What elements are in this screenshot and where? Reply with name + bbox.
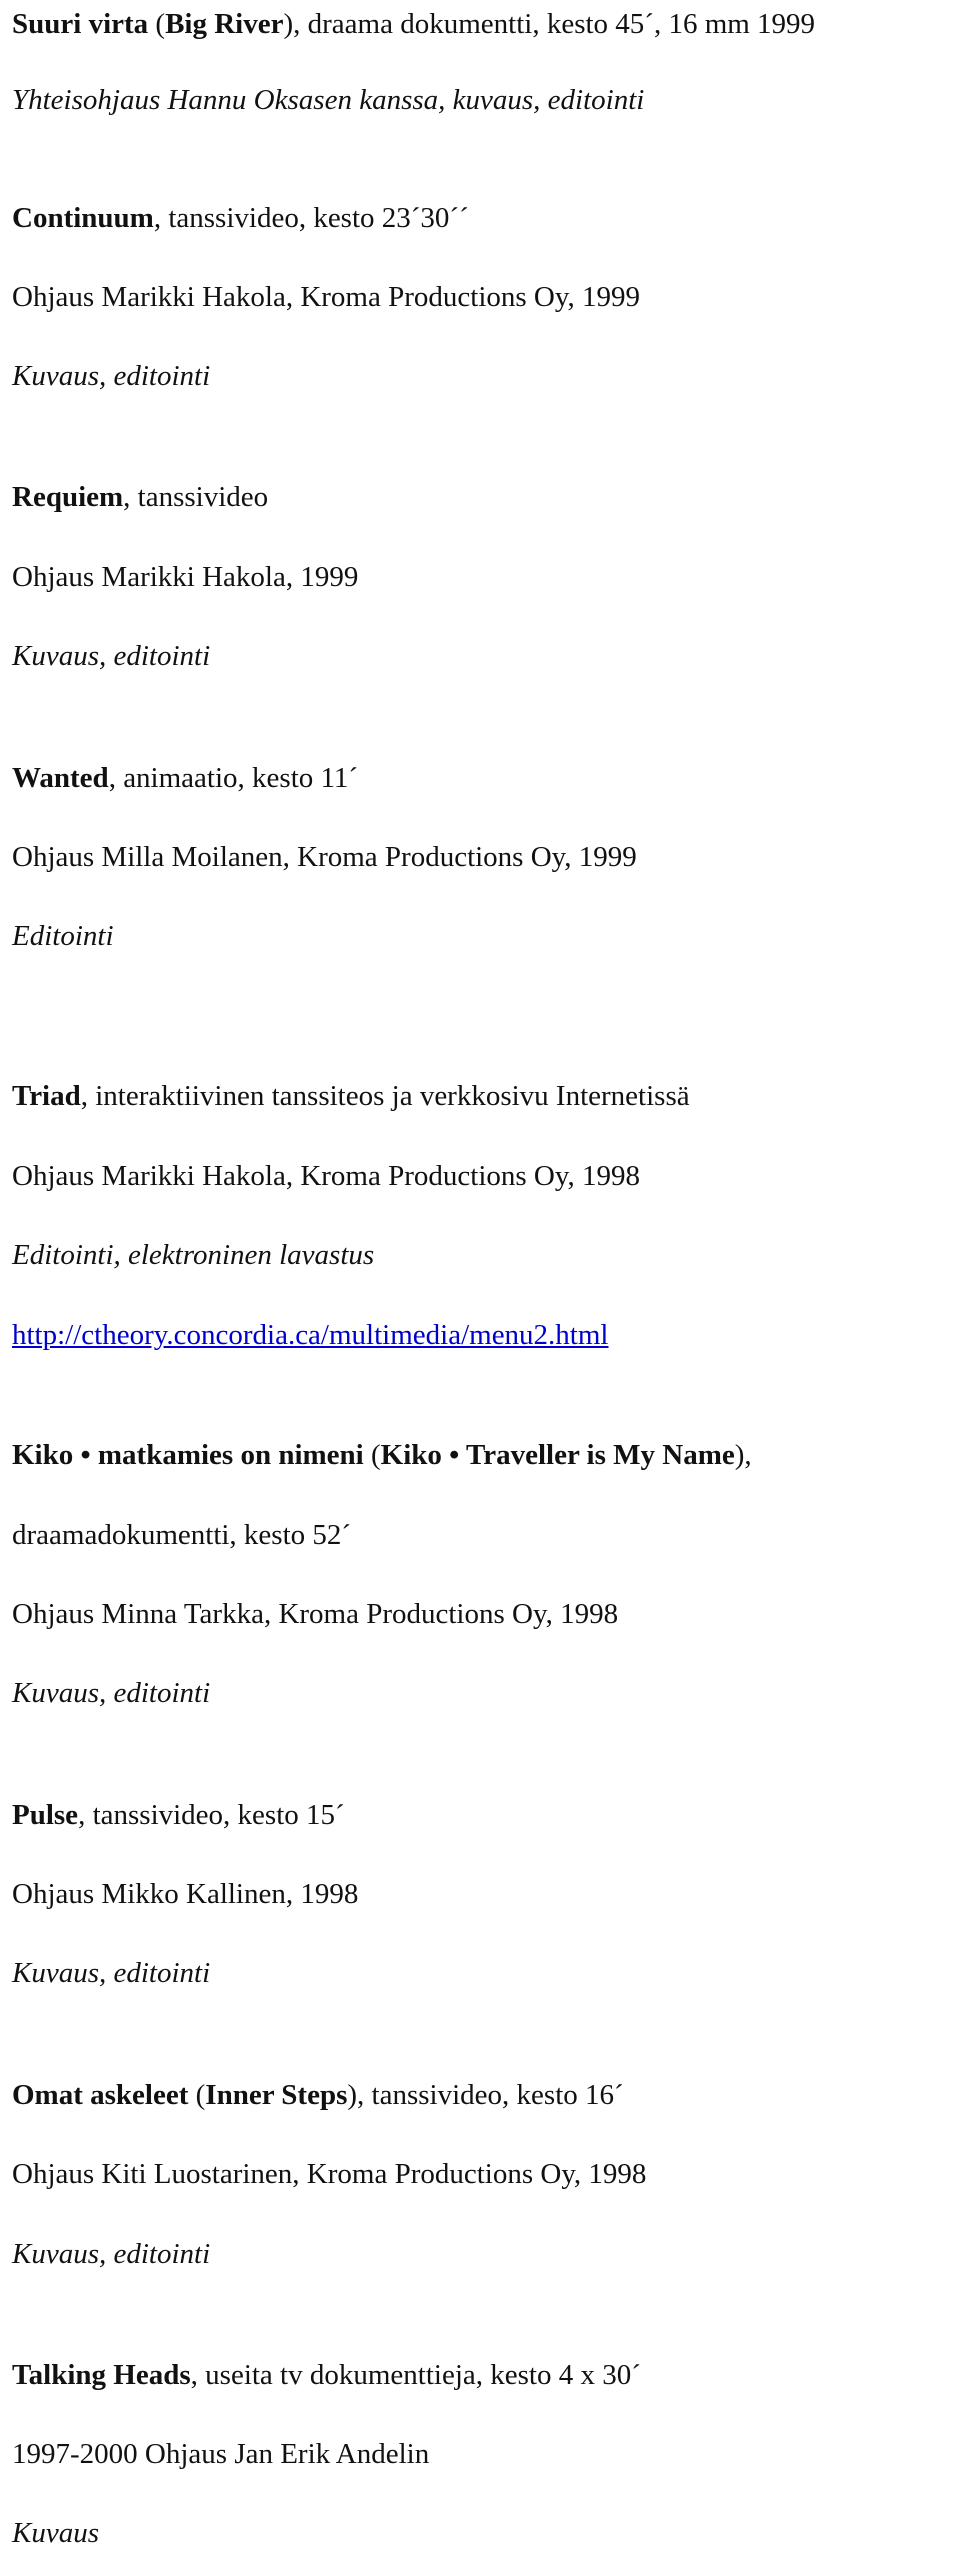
entry-role: Editointi, elektroninen lavastus — [12, 1239, 375, 1271]
entry-title: Omat askeleet — [12, 2079, 189, 2111]
entry-title-text: , tanssivideo, kesto 15´ — [78, 1799, 345, 1831]
entry-director: Ohjaus Marikki Hakola, Kroma Productions Oy, 1999 — [12, 281, 640, 313]
entry-role: Yhteisohjaus Hannu Oksasen kanssa, kuvaus, editointi — [12, 84, 645, 116]
entry-title-line — [12, 1801, 345, 1830]
entry-director: Ohjaus Marikki Hakola, Kroma Productions Oy, 1998 — [12, 1160, 640, 1192]
entry-role: Kuvaus, editointi — [12, 360, 211, 392]
entry-director: Ohjaus Mikko Kallinen, 1998 — [12, 1878, 359, 1910]
entry-title-text: , animaatio, kesto 11´ — [108, 762, 359, 794]
entry-title: Triad — [12, 1080, 81, 1112]
entry-director: 1997-2000 Ohjaus Jan Erik Andelin — [12, 2438, 430, 2470]
entry-title-line — [12, 764, 358, 793]
entry-title-line — [12, 10, 815, 39]
entry-title-text: ( — [148, 8, 166, 40]
entry-link-line — [12, 1321, 608, 1350]
entry-title: Wanted — [12, 762, 109, 794]
entry-title-line — [12, 2361, 641, 2390]
entry-title-text: ), — [734, 1439, 752, 1471]
entry-title: Kiko • matkamies on nimeni — [12, 1439, 364, 1471]
entry-title-text: , tanssivideo — [123, 481, 269, 513]
entry-title-text: ( — [188, 2079, 206, 2111]
entry-title: Suuri virta — [12, 8, 149, 40]
entry-director: Ohjaus Minna Tarkka, Kroma Productions Oy, 1998 — [12, 1598, 619, 1630]
entry-title: Talking Heads — [12, 2359, 191, 2391]
entry-title-continuation: draamadokumentti, kesto 52´ — [12, 1519, 352, 1551]
entry-title-text: ), tanssivideo, kesto 16´ — [347, 2079, 624, 2111]
entry-alt-title: Kiko • Traveller is My Name — [380, 1439, 735, 1471]
entry-role: Kuvaus — [12, 2517, 99, 2549]
entry-director: Ohjaus Marikki Hakola, 1999 — [12, 561, 359, 593]
entry-role: Editointi — [12, 920, 114, 952]
entry-role: Kuvaus, editointi — [12, 640, 211, 672]
entry-title-text: , useita tv dokumenttieja, kesto 4 x 30´ — [190, 2359, 641, 2391]
entry-title: Pulse — [12, 1799, 79, 1831]
entry-alt-title: Big River — [165, 8, 284, 40]
entry-title-line — [12, 204, 469, 233]
entry-title-text: ( — [363, 1439, 381, 1471]
entry-title-line — [12, 1082, 690, 1111]
entry-title: Requiem — [12, 481, 124, 513]
entry-title-line — [12, 483, 268, 512]
entry-title-text: , interaktiivinen tanssiteos ja verkkosivu Internetissä — [80, 1080, 690, 1112]
entry-alt-title: Inner Steps — [205, 2079, 348, 2111]
entry-role: Kuvaus, editointi — [12, 2238, 211, 2270]
entry-role: Kuvaus, editointi — [12, 1957, 211, 1989]
entry-title-text: ), draama dokumentti, kesto 45´, 16 mm 1999 — [283, 8, 816, 40]
entry-director: Ohjaus Milla Moilanen, Kroma Productions Oy, 1999 — [12, 841, 637, 873]
entry-title-line — [12, 2081, 624, 2110]
entry-role: Kuvaus, editointi — [12, 1677, 211, 1709]
entry-title-line — [12, 1441, 752, 1470]
entry-director: Ohjaus Kiti Luostarinen, Kroma Productions Oy, 1998 — [12, 2158, 647, 2190]
entry-title: Continuum — [12, 202, 154, 234]
triad-web-link[interactable]: http://ctheory.concordia.ca/multimedia/menu2.html — [12, 1319, 609, 1351]
entry-title-text: , tanssivideo, kesto 23´30´´ — [153, 202, 469, 234]
